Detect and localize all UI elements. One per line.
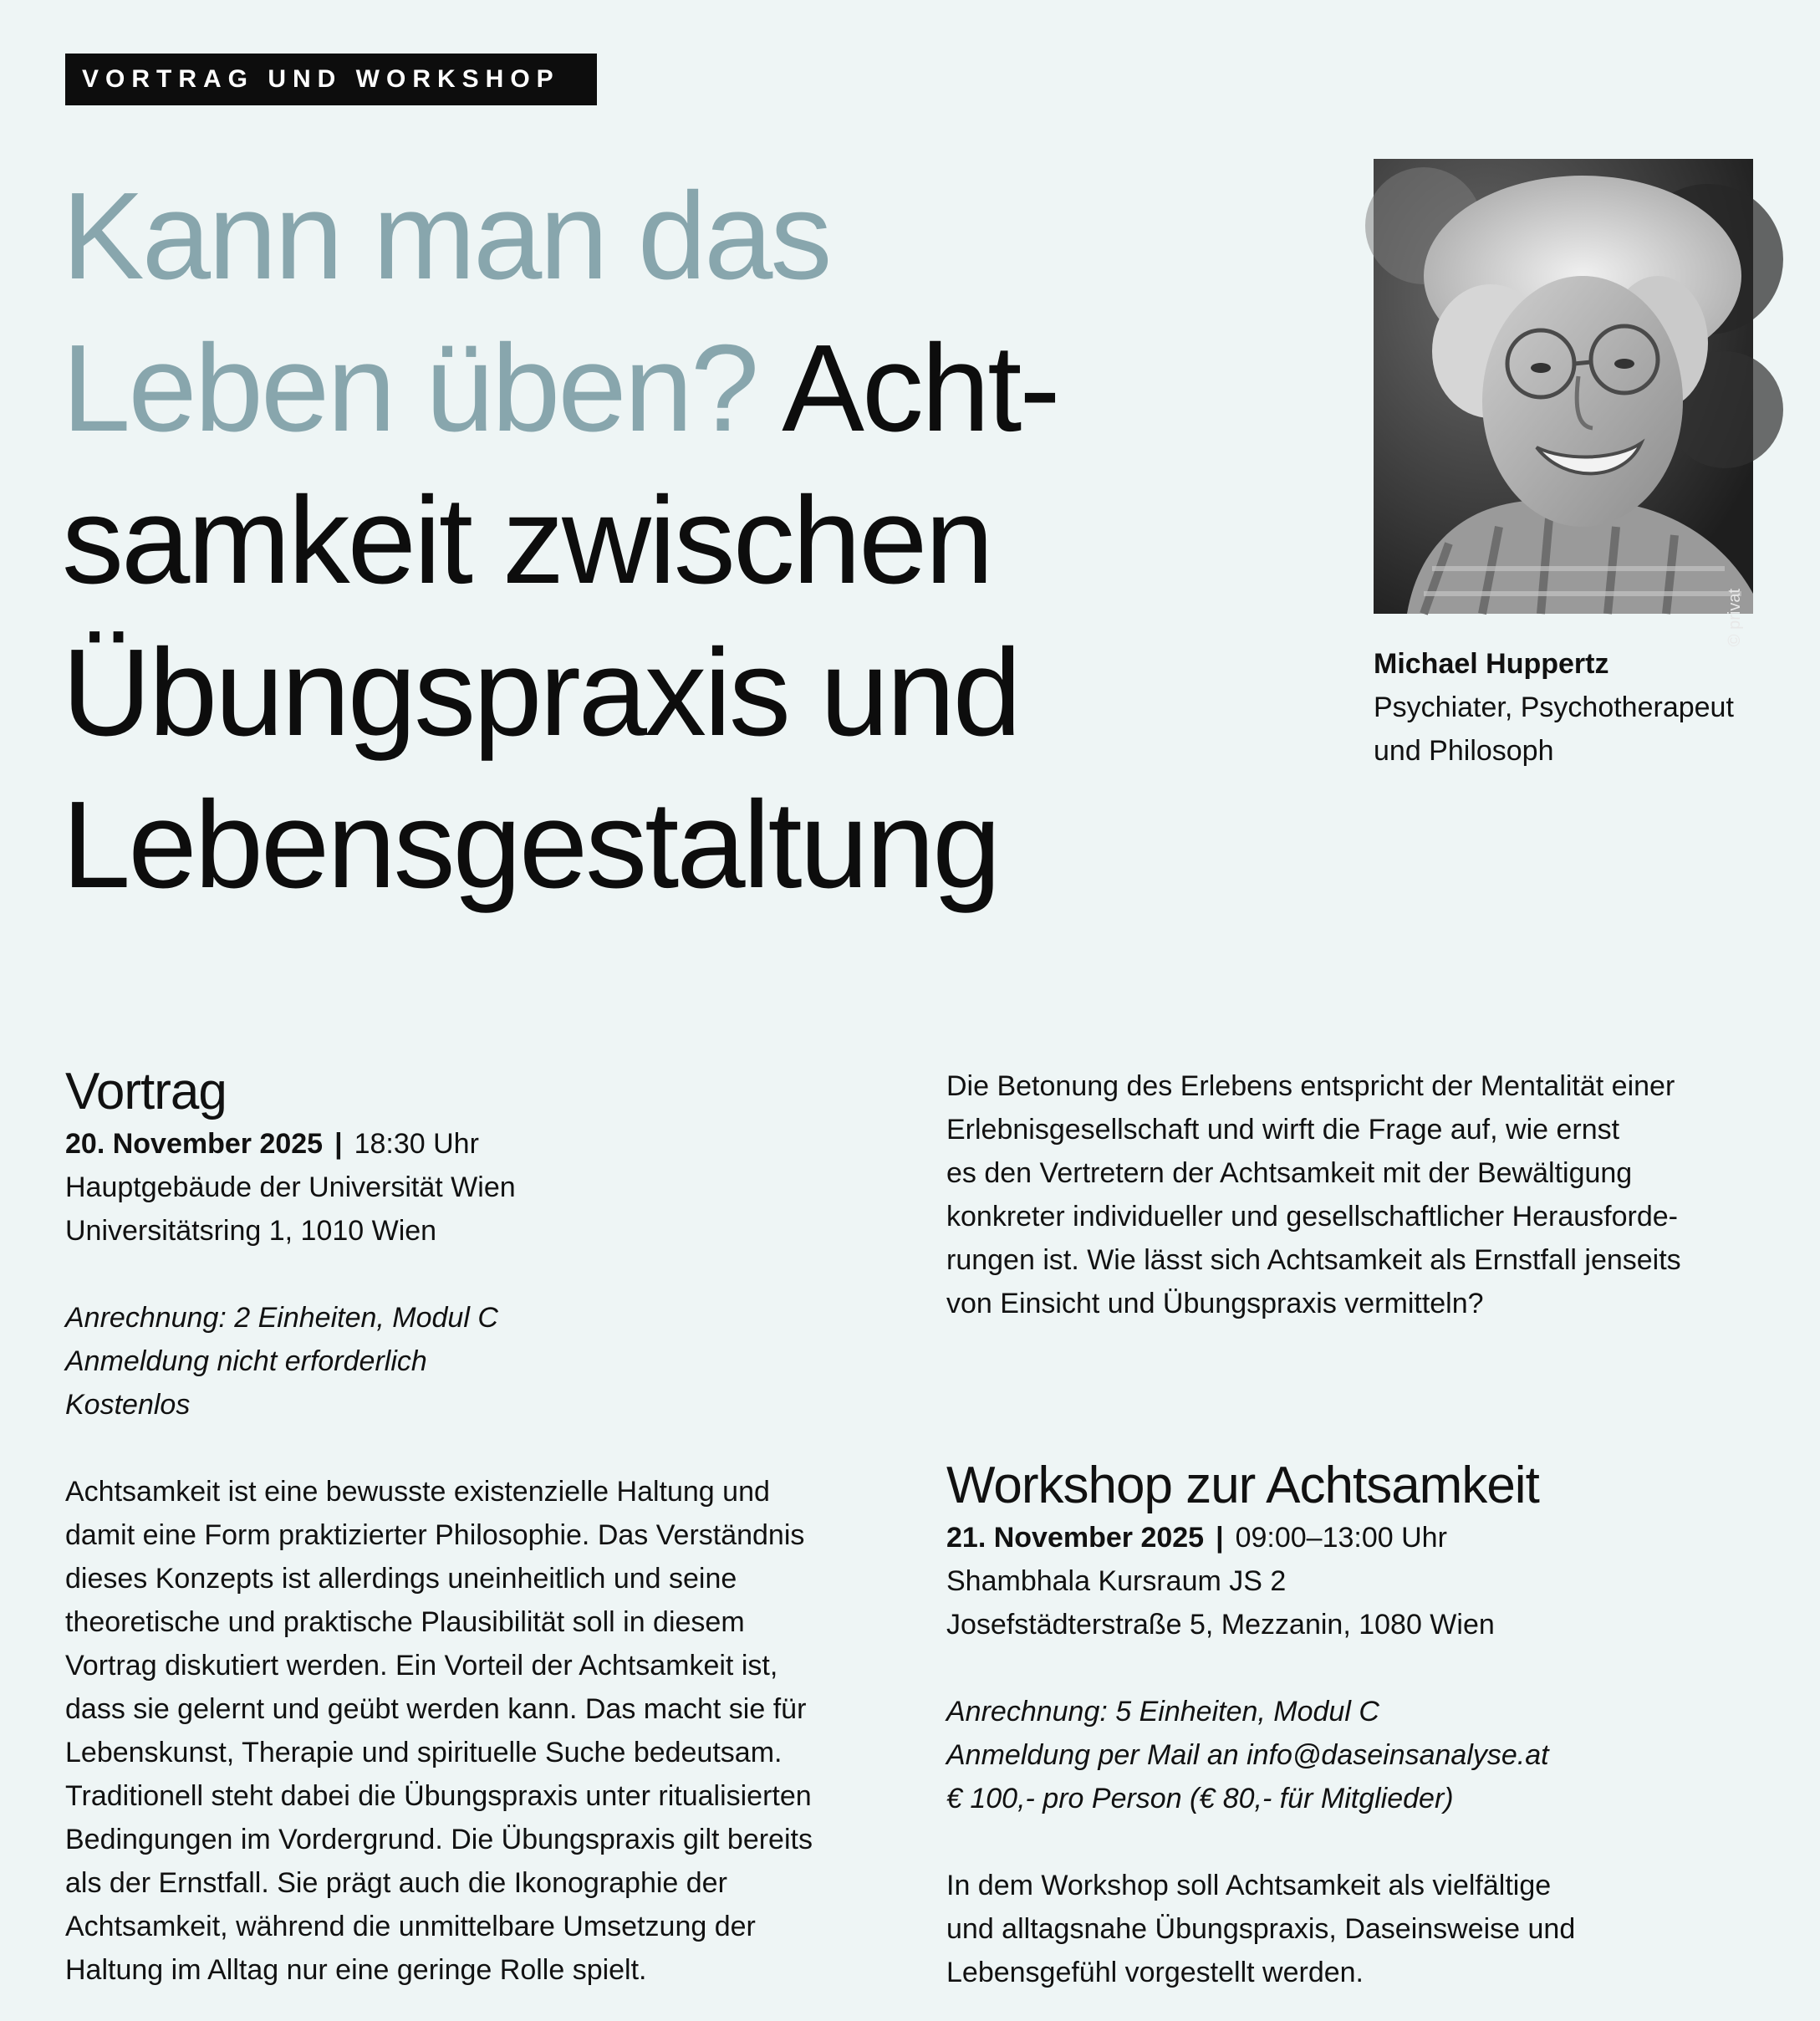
workshop-body-line: Lebensgefühl vorgestellt werden. bbox=[946, 1957, 1364, 1988]
lecture-date-line bbox=[65, 1122, 901, 1166]
right-column bbox=[946, 1064, 1782, 1994]
lecture-body-line: damit eine Form praktizierter Philosophie. Das Verständnis bbox=[65, 1519, 805, 1551]
category-tag: VORTRAG UND WORKSHOP bbox=[65, 54, 597, 105]
workshop-separator: | bbox=[1216, 1522, 1224, 1554]
lecture-title: Vortrag bbox=[65, 1063, 227, 1120]
workshop-info-2: Anmeldung per Mail an info@daseinsanalyse.at bbox=[946, 1739, 1549, 1771]
workshop-body-line: In dem Workshop soll Achtsamkeit als vielfältige bbox=[946, 1870, 1552, 1901]
speaker-photo bbox=[1374, 159, 1753, 647]
lecture-body-line: Lebenskunst, Therapie und spirituelle Suche bedeutsam. bbox=[65, 1737, 783, 1768]
lecture-info-3: Kostenlos bbox=[65, 1389, 191, 1421]
lecture-column bbox=[65, 1062, 901, 1992]
workshop-title: Workshop zur Achtsamkeit bbox=[946, 1457, 1539, 1514]
lecture-continued-line: von Einsicht und Übungspraxis vermitteln? bbox=[946, 1288, 1484, 1319]
workshop-date-line bbox=[946, 1516, 1782, 1559]
speaker-role-line-2: und Philosoph bbox=[1374, 735, 1554, 767]
lecture-body-line: Haltung im Alltag nur eine geringe Rolle spielt. bbox=[65, 1954, 647, 1986]
lecture-separator: | bbox=[334, 1128, 343, 1160]
speaker-role-line-1: Psychiater, Psychotherapeut bbox=[1374, 692, 1734, 723]
lecture-location-1: Hauptgebäude der Universität Wien bbox=[65, 1171, 516, 1203]
workshop-info-3: € 100,- pro Person (€ 80,- für Mitglieder) bbox=[946, 1783, 1454, 1814]
lecture-body-line: Achtsamkeit ist eine bewusste existenzielle Haltung und bbox=[65, 1476, 770, 1508]
lecture-continued-line: Die Betonung des Erlebens entspricht der Mentalität einer bbox=[946, 1070, 1675, 1102]
workshop-body-line: und alltagsnahe Übungspraxis, Daseinsweise und bbox=[946, 1913, 1576, 1945]
lecture-continued-line: rungen ist. Wie lässt sich Achtsamkeit als Ernstfall jenseits bbox=[946, 1244, 1681, 1276]
lecture-body-line: theoretische und praktische Plausibilität soll in diesem bbox=[65, 1606, 745, 1638]
lecture-location-2: Universitätsring 1, 1010 Wien bbox=[65, 1215, 437, 1247]
headline-line-1: Kann man das bbox=[62, 167, 830, 305]
headline-line-2 bbox=[62, 313, 1316, 465]
headline-line-4: Übungspraxis und bbox=[62, 624, 1019, 762]
headline-line-5: Lebensgestaltung bbox=[62, 776, 999, 914]
headline-line-2-light: Leben üben? bbox=[62, 319, 757, 457]
speaker-name: Michael Huppertz bbox=[1374, 648, 1609, 680]
lecture-info-2: Anmeldung nicht erforderlich bbox=[65, 1345, 427, 1377]
headline bbox=[62, 161, 1316, 921]
lecture-body-line: Vortrag diskutiert werden. Ein Vorteil der Achtsamkeit ist, bbox=[65, 1650, 778, 1682]
speaker-portrait-illustration bbox=[1374, 159, 1753, 614]
speaker-caption bbox=[1374, 642, 1792, 773]
headline-line-3: samkeit zwischen bbox=[62, 472, 992, 610]
lecture-info-1: Anrechnung: 2 Einheiten, Modul C bbox=[65, 1302, 498, 1334]
photo-credit: © privat bbox=[1726, 589, 1744, 647]
lecture-body-line: dieses Konzepts ist allerdings uneinheitlich und seine bbox=[65, 1563, 737, 1595]
lecture-date: 20. November 2025 bbox=[65, 1128, 324, 1160]
workshop-time: 09:00–13:00 Uhr bbox=[1235, 1522, 1447, 1554]
lecture-continued-line: es den Vertretern der Achtsamkeit mit der Bewältigung bbox=[946, 1157, 1633, 1189]
workshop-info-1: Anrechnung: 5 Einheiten, Modul C bbox=[946, 1696, 1379, 1728]
workshop-location-1: Shambhala Kursraum JS 2 bbox=[946, 1565, 1287, 1597]
lecture-continued-line: Erlebnisgesellschaft und wirft die Frage auf, wie ernst bbox=[946, 1114, 1620, 1146]
lecture-body-line: Traditionell steht dabei die Übungspraxis unter ritualisierten bbox=[65, 1780, 812, 1812]
workshop-location-2: Josefstädterstraße 5, Mezzanin, 1080 Wien bbox=[946, 1609, 1495, 1641]
lecture-time: 18:30 Uhr bbox=[354, 1128, 479, 1160]
lecture-body-line: Achtsamkeit, während die unmittelbare Umsetzung der bbox=[65, 1911, 756, 1942]
lecture-body-line: Bedingungen im Vordergrund. Die Übungspraxis gilt bereits bbox=[65, 1824, 813, 1855]
lecture-body-line: dass sie gelernt und geübt werden kann. Das macht sie für bbox=[65, 1693, 807, 1725]
lecture-body-line: als der Ernstfall. Sie prägt auch die Ikonographie der bbox=[65, 1867, 727, 1899]
workshop-date: 21. November 2025 bbox=[946, 1522, 1205, 1554]
headline-line-2-dark: Acht- bbox=[757, 319, 1058, 457]
lecture-continued-line: konkreter individueller und gesellschaftlicher Herausforde- bbox=[946, 1201, 1679, 1233]
